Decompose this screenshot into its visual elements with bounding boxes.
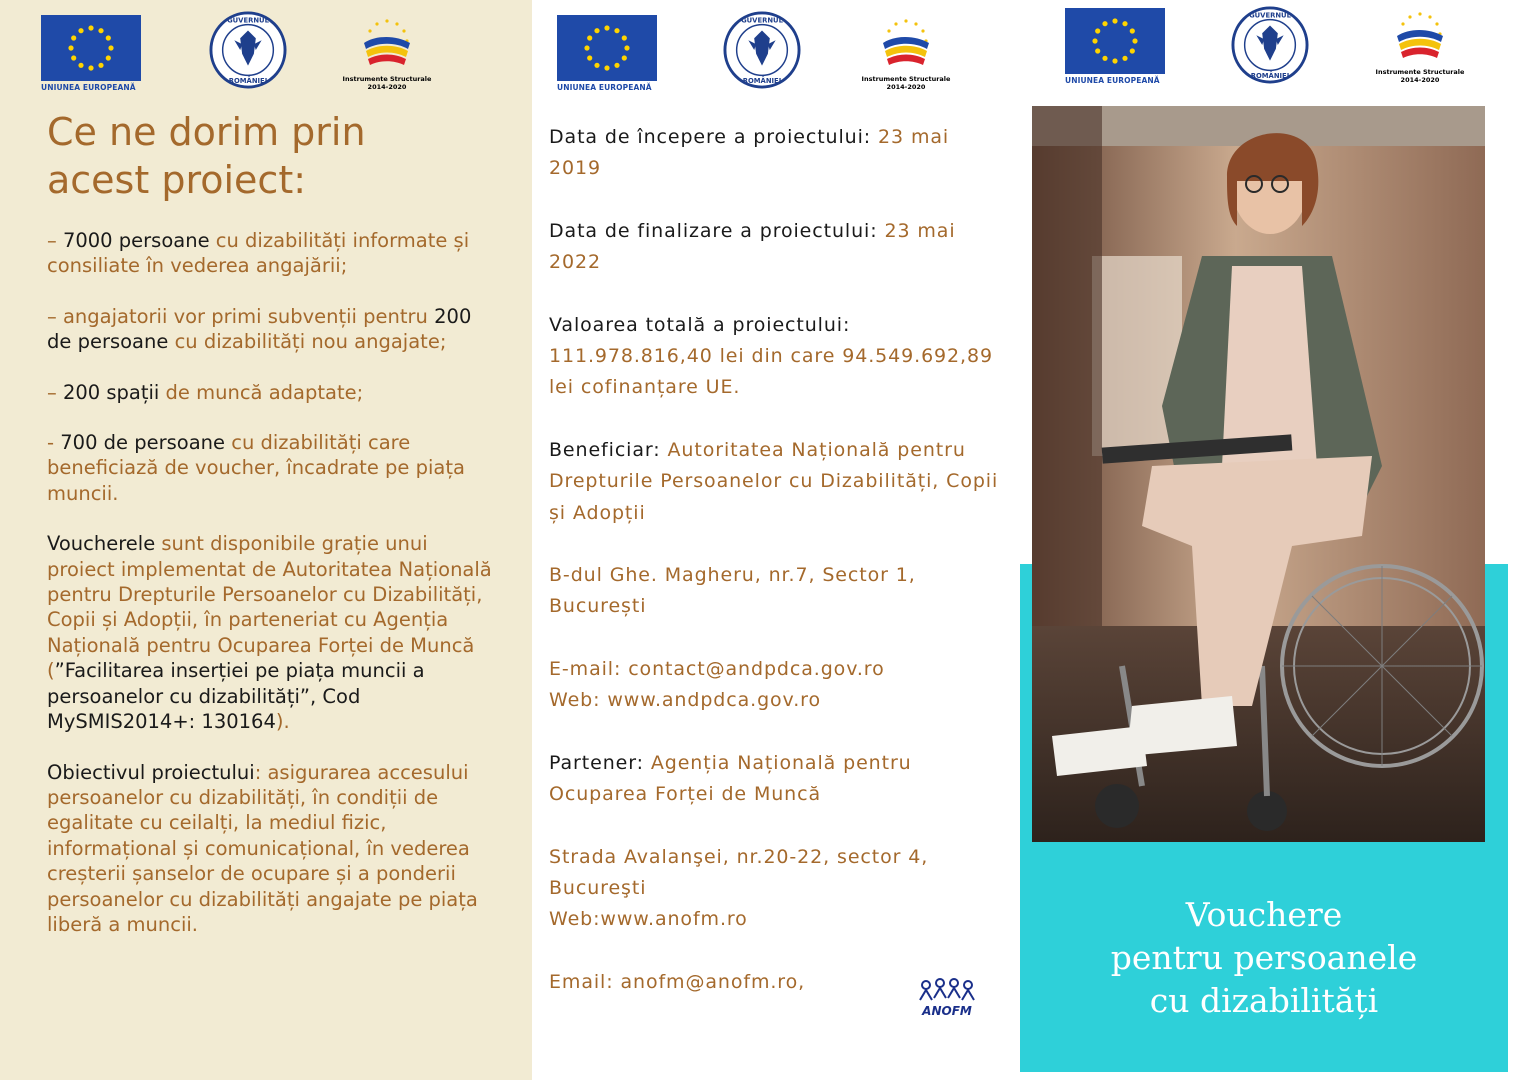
goal-item-2 [47,304,492,355]
vouchers-highlight: Voucherele [47,532,156,556]
goal-2-text: cu dizabilități nou angajate; [168,330,447,354]
woman-in-wheelchair-image [1032,106,1485,842]
beneficiary-contact [549,654,999,717]
title-line-1: Vouchere [1185,895,1343,934]
goal-3-dash: – [47,380,63,404]
eu-flag-icon [1065,8,1165,74]
structural-instruments-logo-3 [1375,8,1465,84]
eu-flag-icon [557,15,657,81]
eu-logo-2 [557,15,657,92]
vouchers-paragraph [47,531,492,734]
brochure-title [1020,893,1508,1022]
eu-flag-icon [41,15,141,81]
beneficiary [549,435,999,529]
start-date-label: Data de începere a proiectului: [549,126,872,148]
svg-text:GUVERNUL: GUVERNUL [1249,11,1291,20]
is-caption-line1-2: Instrumente Structurale [861,75,951,83]
project-value-label: Valoarea totală a proiectului: [549,313,851,336]
goal-item-3 [47,380,492,405]
page-heading [47,108,517,204]
goal-3-highlight: 200 spații [62,380,160,404]
structural-instruments-icon [871,15,941,75]
partner-email[interactable]: Email: anofm@anofm.ro, [549,971,806,994]
project-value-text: 111.978.816,40 lei din care 94.549.692,89 lei cofinanțare UE. [549,345,993,399]
is-caption-line2: 2014-2020 [367,83,407,91]
goal-1-dash: – [47,229,63,252]
objective-label: Obiectivul proiectului [47,760,255,784]
eu-caption-3: UNIUNEA EUROPEANĂ [1065,76,1160,85]
goal-1-highlight: 7000 persoane [62,229,210,252]
wheelchair-photo [1032,106,1485,842]
project-name-quote: ”Facilitarea inserției pe piața muncii a persoanelor cu dizabilități”, Cod MySMIS2014+: 130164 [47,659,425,734]
is-caption-line2-2: 2014-2020 [886,83,926,91]
beneficiary-email[interactable]: E-mail: contact@andpdca.gov.ro [549,658,885,681]
anofm-logo [912,978,982,1018]
vouchers-text: sunt disponibile grație unui proiect implementat de Autoritatea Națională pentru Drepturile Persoanelor cu Dizabilități, Copii și Adopții, în parteneriat cu Agenția Națională pentru Ocuparea Forței de Muncă ( [47,532,492,683]
beneficiary-address: B-dul Ghe. Magheru, nr.7, Sector 1, București [549,564,916,618]
partner-address-block [549,842,999,936]
is-caption-line1: Instrumente Structurale [342,75,432,83]
beneficiary-web[interactable]: Web: www.andpdca.gov.ro [549,689,821,712]
goal-3-text: de muncă adaptate; [159,380,364,404]
logo-row-2 [557,15,951,92]
partner-web[interactable]: Web:www.anofm.ro [549,908,748,931]
structural-instruments-icon [352,15,422,75]
is-caption-line2-3: 2014-2020 [1400,76,1440,84]
svg-text:ROMÂNIEI: ROMÂNIEI [228,77,268,86]
end-date-label: Data de finalizare a proiectului: [549,219,878,242]
title-line-2: pentru persoanele [1110,938,1418,977]
goal-4-highlight: 700 de persoane [60,431,226,455]
anofm-logo-text: ANOFM [922,1004,972,1018]
end-date [549,216,999,279]
beneficiary-name: Autoritatea Națională pentru Drepturile Persoanelor cu Dizabilități, Copii și Adopții [549,438,999,524]
logo-row-3 [1065,8,1465,85]
government-seal-icon [1231,6,1309,84]
heading-line-2: acest proiect: [47,158,307,202]
structural-instruments-logo-2 [861,15,951,91]
goal-1-text: cu dizabilități informate și consiliate în vederea angajării; [47,229,470,278]
eu-logo [41,15,141,92]
government-seal-icon [209,11,287,89]
goal-2-text-start: – angajatorii vor primi subvenții pentru [47,304,435,328]
logo-row [41,15,432,92]
eu-caption-2: UNIUNEA EUROPEANĂ [557,83,652,92]
title-line-3: cu dizabilități [1149,981,1379,1020]
partner-label: Partener: [549,751,644,774]
vouchers-close: ). [275,710,290,734]
partner [549,748,999,811]
goals-list [47,228,492,962]
eu-caption: UNIUNEA EUROPEANĂ [41,83,136,92]
structural-instruments-logo [342,15,432,91]
start-date [549,122,999,185]
eu-logo-3 [1065,8,1165,85]
is-caption-line1-3: Instrumente Structurale [1375,68,1465,76]
start-date-value: 23 mai 2019 [549,126,950,180]
government-seal-icon [723,11,801,89]
structural-instruments-icon [1385,8,1455,68]
end-date-value: 23 mai 2022 [549,219,956,274]
objective-paragraph [47,760,492,938]
goal-item-1 [47,228,492,279]
partner-address: Strada Avalanşei, nr.20-22, sector 4, Bucureşti [549,845,929,900]
heading-line-1: Ce ne dorim prin [47,110,366,154]
svg-text:GUVERNUL: GUVERNUL [741,16,783,25]
goal-4-text: cu dizabilități care beneficiază de voucher, încadrate pe piața muncii. [47,431,465,505]
svg-text:ROMÂNIEI: ROMÂNIEI [742,77,782,86]
partner-name: Agenția Națională pentru Ocuparea Forței de Muncă [549,751,912,806]
goal-4-dash: - [47,431,61,455]
project-details [549,122,999,1030]
svg-text:ROMÂNIEI: ROMÂNIEI [1250,72,1290,81]
beneficiary-label: Beneficiar: [549,438,661,461]
goal-2-highlight: 200 de persoane [47,304,472,354]
project-value [549,310,999,404]
goal-item-4 [47,430,492,506]
svg-text:GUVERNUL: GUVERNUL [227,16,269,25]
objective-text: : asigurarea accesului persoanelor cu dizabilități, în condiții de egalitate cu ceilalți, la mediul fizic, informațional și comunicațional, în vederea creșterii șanselor de ocupare și a ponderii persoanelor cu dizabilități angajate pe piața liberă a muncii. [47,760,478,936]
